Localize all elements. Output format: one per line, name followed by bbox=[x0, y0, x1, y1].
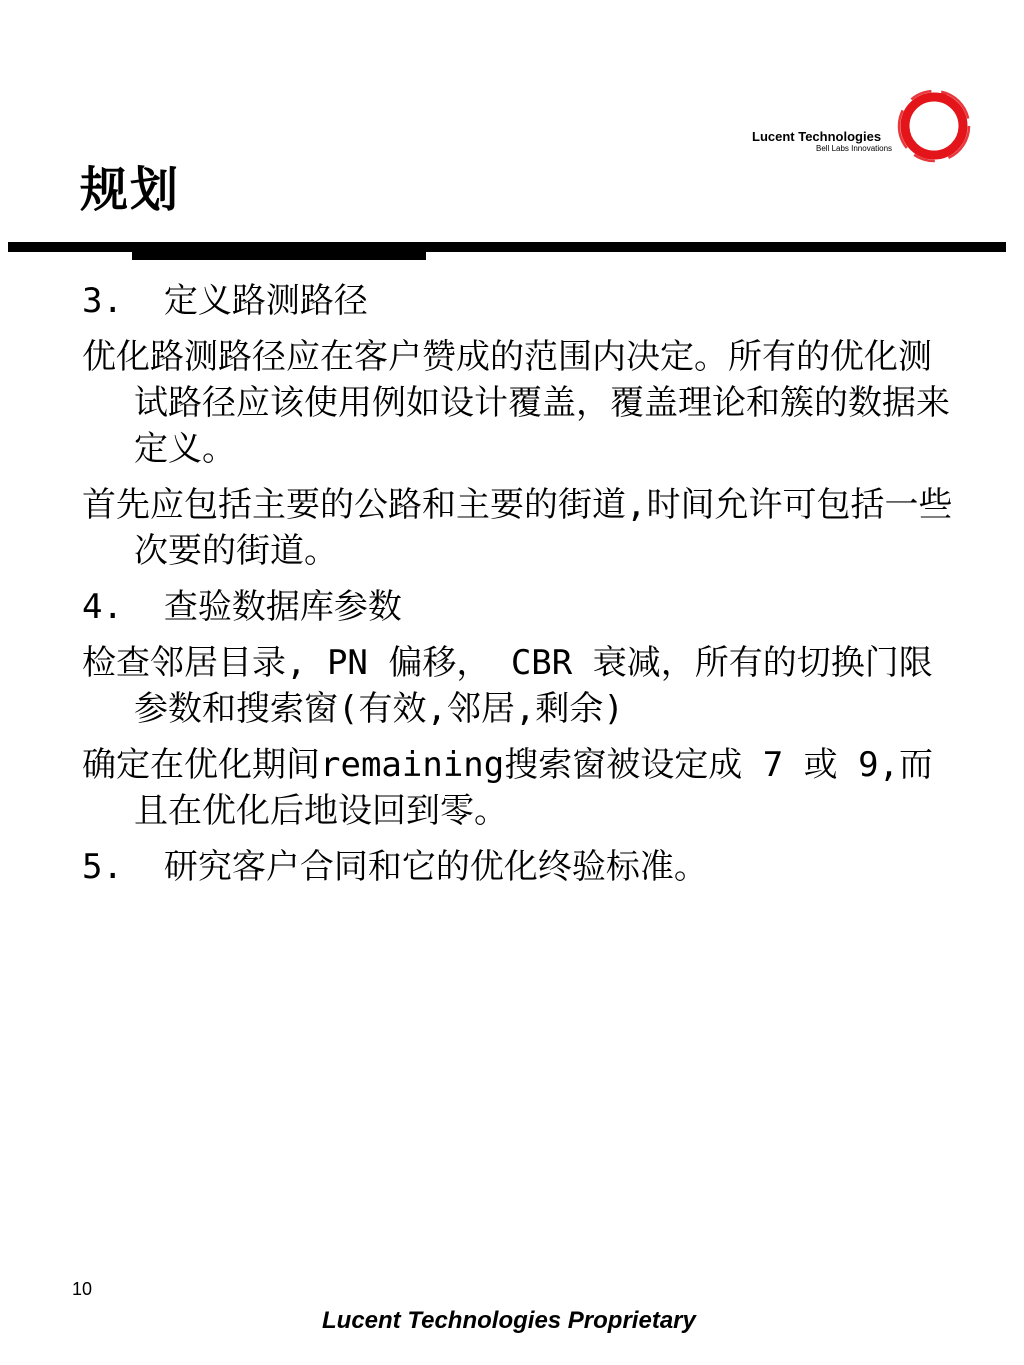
section-heading-3: 3. 定义路测路径 bbox=[82, 281, 368, 321]
section-heading-4: 4. 查验数据库参数 bbox=[82, 587, 402, 627]
body-paragraph: 检查邻居目录, PN 偏移， CBR 衰减，所有的切换门限参数和搜索窗(有效,邻居,剩余) bbox=[82, 643, 933, 729]
slide-title: 规划 bbox=[80, 162, 181, 218]
page-number: 10 bbox=[72, 1279, 93, 1299]
title-divider-accent bbox=[132, 250, 426, 260]
innovation-ring-icon bbox=[892, 84, 976, 168]
body-paragraph: 首先应包括主要的公路和主要的街道,时间允许可包括一些次要的街道。 bbox=[82, 485, 953, 571]
body-paragraph: 优化路测路径应在客户赞成的范围内决定。所有的优化测试路径应该使用例如设计覆盖，覆盖理论和簇的数据来定义。 bbox=[82, 337, 950, 469]
lucent-logo bbox=[752, 84, 982, 168]
footer-proprietary: Lucent Technologies Proprietary bbox=[322, 1307, 696, 1334]
section-heading-5: 5. 研究客户合同和它的优化终验标准。 bbox=[82, 847, 708, 887]
logo-company-name: Lucent Technologies bbox=[752, 129, 882, 144]
body-paragraph: 确定在优化期间remaining搜索窗被设定成 7 或 9,而且在优化后地设回到零。 bbox=[82, 745, 934, 831]
logo-tagline: Bell Labs Innovations bbox=[816, 144, 893, 153]
slide-body bbox=[82, 278, 962, 900]
